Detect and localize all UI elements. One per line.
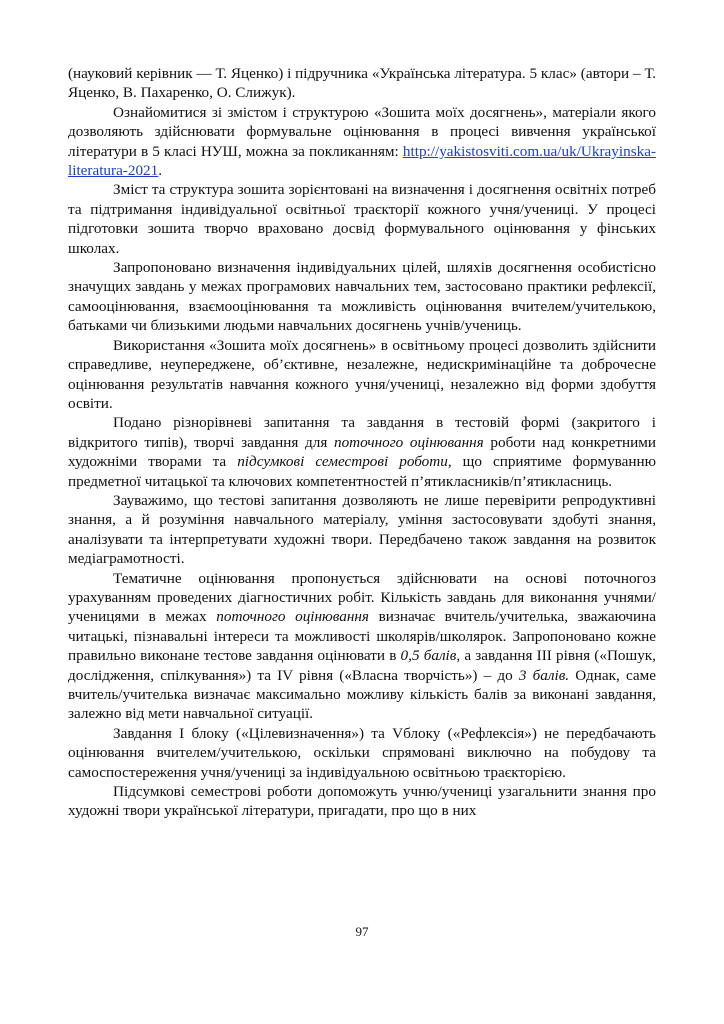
text-run: Підсумкові семестрові роботи допоможуть учню/учениці узагальнити знання про художні твори української літератури, пригадати, про що в них bbox=[68, 783, 656, 820]
text-run: Однак, саме вчитель/учителька визначає максимально можливу кількість балів за виконані завдання, залежно від мети навчальної ситуації. bbox=[68, 666, 656, 723]
text-run: , що сприятиме формуванню предметної читацької та ключових компетентностей п’ятикласників/п’ятикласниць. bbox=[68, 453, 656, 490]
paragraph bbox=[68, 180, 656, 258]
text-run: Зміст та структура зошита зорієнтовані на визначення і досягнення освітніх потреб та підтримання індивідуальної освітньої траєкторії кожного учня/учениці. У процесі підготовки зошита творчо враховано досвід формувального оцінювання у фінських школах. bbox=[68, 181, 656, 257]
text-run: (науковий керівник — Т. Яценко) і підручника «Українська література. 5 клас» (автори – Т. Яценко, В. Пахаренко, О. Слижук). bbox=[68, 65, 656, 102]
text-run: Зауважимо, що тестові запитання дозволяють не лише перевірити репродуктивні знання, а й розуміння навчального матеріалу, уміння застосовувати здобуті знання, аналізувати та інтерпретувати художні твори. Передбачено також завдання на розвиток медіаграмотності. bbox=[68, 491, 656, 568]
emphasized-text: поточного оцінювання bbox=[216, 608, 369, 626]
text-run: визначає вчитель/учителька, зважаючина читацькі, пізнавальні інтереси та можливості школярів/школярок. Запропоновано кожне правильно виконане тестове завдання оцінювати в bbox=[68, 608, 656, 665]
emphasized-text: 3 балів. bbox=[518, 666, 570, 684]
text-run: Запропоновано визначення індивідуальних цілей, шляхів досягнення особистісно значущих завдань у межах програмових навчальних тем, застосовано практики рефлексії, самооцінювання, взаємооцінювання та можливість оцінювання вчителем/учителькою, батьками чи близькими людьми навчальних досягнень учнів/учениць. bbox=[68, 259, 656, 335]
paragraph bbox=[68, 782, 656, 821]
text-run: Ознайомитися зі змістом і структурою «Зошита моїх досягнень», матеріали якого дозволяють здійснювати формувальне оцінювання в процесі вивчення української літератури в 5 класі НУШ, можна за покликанням: bbox=[68, 103, 656, 160]
paragraph bbox=[68, 64, 656, 103]
text-run: Завдання І блоку («Цілевизначення») та Vблоку («Рефлексія») не передбачають оцінювання вчителем/учителькою, оскільки спрямовані виключно на побудову та самоспостереження учня/учениці за індивідуальною освітньою траєкторією. bbox=[68, 724, 656, 781]
paragraph bbox=[68, 336, 656, 414]
text-run: Використання «Зошита моїх досягнень» в освітньому процесі дозволить здійснити справедливе, неупереджене, об’єктивне, незалежне, недискримінаційне та доброчесне оцінювання результатів навчання кожного учня/учениці, незалежно від форми здобуття освіти. bbox=[68, 336, 656, 412]
document-body bbox=[68, 64, 656, 821]
text-run: Тематичне оцінювання пропонується здійснювати на основі поточногоз урахуванням проведених діагностичних робіт. Кількість завдань для виконання учнями/ученицями в межах bbox=[68, 569, 656, 626]
text-run: роботи над конкретними художніми творами та bbox=[68, 433, 657, 471]
paragraph bbox=[68, 258, 656, 336]
text-run: , а завдання ІІІ рівня («Пошук, дослідження, спілкування») та ІV рівня («Власна творчість») – до bbox=[68, 647, 656, 684]
url-link[interactable]: http://yakistosviti.com.ua/uk/Ukrayinska-literatura-2021 bbox=[68, 142, 656, 180]
emphasized-text: 0,5 балів bbox=[400, 647, 457, 665]
paragraph bbox=[68, 103, 656, 181]
paragraph bbox=[68, 724, 656, 782]
paragraph bbox=[68, 491, 656, 569]
paragraph bbox=[68, 413, 656, 491]
page-number: 97 bbox=[355, 924, 369, 939]
emphasized-text: поточного оцінювання bbox=[333, 433, 484, 451]
text-run: Подано різнорівневі запитання та завдання в тестовій формі (закритого і відкритого типів), творчі завдання для bbox=[68, 414, 656, 451]
emphasized-text: підсумкові семестрові роботи bbox=[237, 453, 448, 471]
text-run: . bbox=[158, 162, 163, 180]
paragraph bbox=[68, 569, 656, 724]
